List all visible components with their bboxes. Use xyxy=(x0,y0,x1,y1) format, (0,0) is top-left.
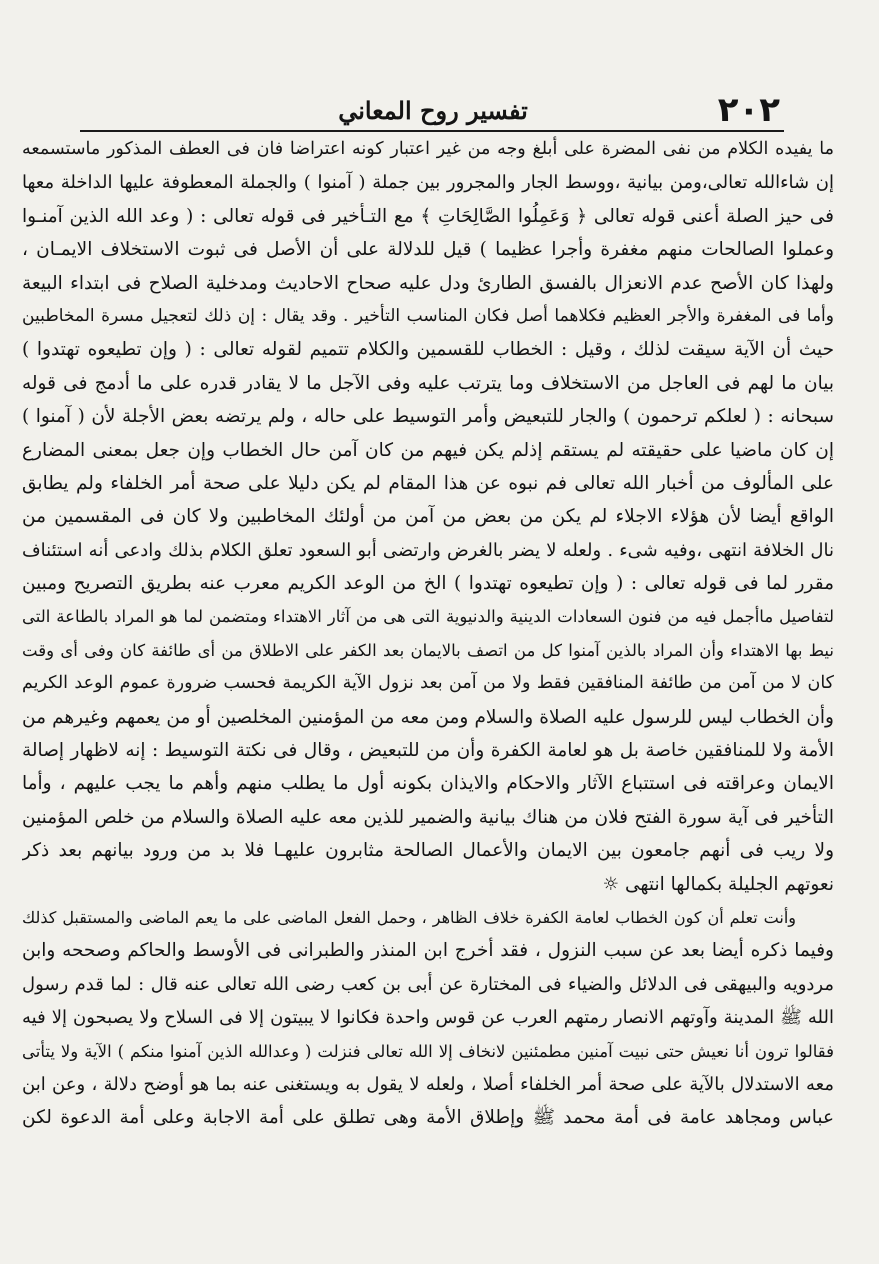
text-line: ما يفيده الكلام من نفى المضرة على أبلغ وجه من غير اعتبار كونه اعتراضا فان فى العطف المذكور ماستسمعه xyxy=(22,139,834,159)
page-number: ٢٠٢ xyxy=(717,90,780,130)
text-line: مقرر لما فى قوله تعالى : ( وإن تطيعوه تهتدوا ) الخ من الوعد الكريم معرب عنه بطريق التصريح ومبين xyxy=(22,573,834,595)
text-line: الواقع أيضا لأن هؤلاء الاجلاء لم يكن من بعض من آمن من أولئك المخاطبين ولا كان فى المقسمين من xyxy=(22,506,834,528)
page-header xyxy=(86,92,780,128)
text-line: عباس ومجاهد عامة فى أمة محمد ﷺ وإطلاق الأمة وهى تطلق على أمة الاجابة وعلى أمة الدعوة لكن xyxy=(22,1107,834,1129)
text-line: الأمة ولا للمنافقين خاصة بل هو لعامة الكفرة وأن من للتبعيض ، وقال فى نكتة التوسيط : إنه لاظهار إصالة xyxy=(22,740,834,762)
text-line: ولا ريب فى أنهم جامعون بين الايمان والأعمال الصالحة مثابرون عليهـا فلا بد من ورود بيانهم بعد ذكر xyxy=(22,840,834,862)
running-title: تفسير روح المعاني xyxy=(338,96,528,125)
commentary-text xyxy=(22,133,834,1135)
text-line: إن كان ماضيا على حقيقته لم يستقم إذلم يكن فيهم من كان آمن حال الخطاب وإن جعل بمعنى المضارع xyxy=(22,439,834,461)
text-line: التأخير فى آية سورة الفتح فلان من هناك بيانية والضمير للذين معه عليه الصلاة والسلام من خلص المؤمنين xyxy=(22,806,834,828)
text-line: إن شاءالله تعالى،ومن بيانية ،ووسط الجار والمجرور بين جملة ( آمنوا ) والجملة المعطوفة عليها الداخلة معها xyxy=(22,172,834,194)
text-line: ولهذا كان الأصح عدم الانعزال بالفسق الطارئ ودل عليه صحاح الاحاديث ومدخلية الصلاح فى ابتداء البيعة xyxy=(22,272,834,294)
text-line: وأن الخطاب ليس للرسول عليه الصلاة والسلام ومن معه من المؤمنين المخلصين أو من يعمهم وغيرهم من xyxy=(22,706,834,728)
text-line: حيث أن الآية سيقت لذلك ، وقيل : الخطاب للقسمين والكلام تتميم لقوله تعالى : ( وإن تطيعوه تهتدوا ) xyxy=(22,339,834,361)
header-rule xyxy=(80,130,784,132)
text-line: نال الخلافة انتهى ،وفيه شىء . ولعله لا يضر بالغرض وارتضى أبو السعود تعلق الكلام بذلك وادعى أنه استئناف xyxy=(22,539,834,561)
text-line: فقالوا ترون أنا نعيش حتى نبيت آمنين مطمئنين لانخاف إلا الله تعالى فنزلت ( وعدالله الذين آمنوا منكم ) الآية ولا يتأتى xyxy=(22,1041,834,1061)
text-line: كان لا من آمن من طائفة المنافقين فقط ولا من آمن بعد نزول الآية الكريمة فحسب ضرورة عموم الوعد الكريم xyxy=(22,673,834,694)
text-line: الله ﷺ المدينة وآوتهم الانصار رمتهم العرب عن قوس واحدة فكانوا لا يبيتون إلا فى السلاح ولا يصبحون إلا فيه xyxy=(22,1007,834,1029)
text-line: وفيما ذكره أيضا بعد عن سبب النزول ، فقد أخرج ابن المنذر والطبرانى فى الأوسط والحاكم وصححه وابن xyxy=(22,940,834,962)
text-line: وأما فى المغفرة والأجر العظيم فكلاهما أصل فكان المناسب التأخير . وقد يقال : إن ذلك لتعجيل مسرة المخاطبين xyxy=(22,305,834,326)
text-line: مردويه والبيهقى فى الدلائل والضياء فى المختارة عن أبى بن كعب رضى الله تعالى عنه قال : لما قدم رسول xyxy=(22,973,834,995)
text-line: بيان ما لهم فى العاجل من الاستخلاف وما يترتب عليه وفى الآجل ما لا يقادر قدره على ما أدمج فى قوله xyxy=(22,372,834,394)
text-line: وعملوا الصالحات منهم مغفرة وأجرا عظيما ) قيل للدلالة على أن الأصل فى ثبوت الاستخلاف الايمـان ، xyxy=(22,239,834,261)
text-line: على المألوف من أخبار الله تعالى فم نبوه عن هذا المقام لم يكن دليلا على صحة أمر الخلفاء ولم يطابق xyxy=(22,472,834,494)
text-line: نيط بها الاهتداء وأن المراد بالذين آمنوا كل من اتصف بالايمان بعد الكفر على الاطلاق من أى طائفة كان وفى أى وقت xyxy=(22,640,834,660)
text-line: لتفاصيل ماأجمل فيه من فنون السعادات الدينية والدنيوية التى هى من آثار الاهتداء ومتضمن لما هو المراد بالطاعة التى xyxy=(22,607,834,627)
text-line: معه الاستدلال بالآية على صحة أمر الخلفاء أصلا ، ولعله لا يقول به ويستغنى عنه بما هو أوضح دلالة ، وعن ابن xyxy=(22,1073,834,1095)
paragraph-end-line: نعوتهم الجليلة بكمالها انتهى ☼ xyxy=(602,873,834,895)
paragraph-start-line: وأنت تعلم أن كون الخطاب لعامة الكفرة خلاف الظاهر ، وحمل الفعل الماضى على ما يعم الماضى والمستقبل كذلك xyxy=(22,907,796,927)
text-line: سبحانه : ( لعلكم ترحمون ) والجار للتبعيض وأمر التوسيط على حاله ، ولم يرتضه بعض الأجلة لأن ( آمنوا ) xyxy=(22,406,834,428)
text-line: فى حيز الصلة أعنى قوله تعالى ﴿ وَعَمِلُوا الصَّالِحَاتِ ﴾ مع التـأخير فى قوله تعالى : ( وعد الله الذين آمنـوا xyxy=(22,205,834,227)
text-line: الايمان وعراقته فى استتباع الآثار والاحكام والايذان بكونه أول ما يطلب منهم وأهم ما يجب عليهم ، وأما xyxy=(22,773,834,795)
